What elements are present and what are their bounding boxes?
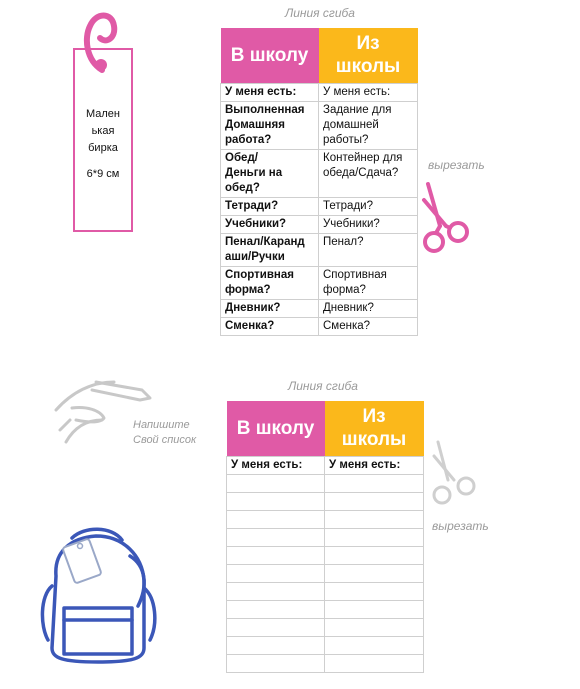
blank-cell[interactable] <box>227 510 325 528</box>
write-note: Напишите Свой список <box>133 419 197 446</box>
blank-cell[interactable] <box>227 618 325 636</box>
table-row: Спортивная форма? Спортивная форма? <box>221 266 418 299</box>
subheader-right: У меня есть: <box>319 83 418 101</box>
scissors-outline-icon <box>426 440 482 510</box>
tag-size: 6*9 см <box>86 168 120 180</box>
header-to-school: В школу <box>227 401 325 456</box>
table-row <box>227 618 424 636</box>
blank-cell[interactable] <box>227 582 325 600</box>
checklist-table <box>220 28 418 336</box>
blank-cell[interactable] <box>325 582 424 600</box>
table-row <box>227 636 424 654</box>
table-row <box>227 582 424 600</box>
blank-list-table <box>226 401 424 673</box>
table-row: Дневник? Дневник? <box>221 299 418 317</box>
blank-cell[interactable] <box>325 600 424 618</box>
header-to-school: В школу <box>221 28 319 83</box>
blank-cell[interactable] <box>227 546 325 564</box>
table-row: Тетради? Тетради? <box>221 197 418 215</box>
blank-cell[interactable] <box>325 510 424 528</box>
table-row: Пенал/Каранд аши/Ручки Пенал? <box>221 233 418 266</box>
blank-cell[interactable] <box>227 492 325 510</box>
blank-cell[interactable] <box>325 492 424 510</box>
table-row: Сменка? Сменка? <box>221 317 418 335</box>
blank-cell[interactable] <box>227 600 325 618</box>
tag-text: Мален ькая бирка <box>85 108 120 154</box>
backpack-icon <box>34 516 162 666</box>
subheader-left: У меня есть: <box>227 456 325 474</box>
fold-line-label-top: Линия сгиба <box>285 6 355 20</box>
table-row <box>227 528 424 546</box>
blank-cell[interactable] <box>325 474 424 492</box>
blank-cell[interactable] <box>325 618 424 636</box>
header-from-school: Из школы <box>325 401 424 456</box>
table-row <box>227 546 424 564</box>
small-tag <box>73 48 133 232</box>
table-row <box>227 654 424 672</box>
blank-cell[interactable] <box>325 654 424 672</box>
table-row: Учебники? Учебники? <box>221 215 418 233</box>
table-row <box>227 492 424 510</box>
fold-line-label-bottom: Линия сгиба <box>288 379 358 393</box>
blank-cell[interactable] <box>325 564 424 582</box>
header-from-school: Из школы <box>319 28 418 83</box>
cut-label-bottom: вырезать <box>432 519 489 533</box>
table-row <box>227 600 424 618</box>
table-row <box>227 474 424 492</box>
blank-cell[interactable] <box>227 636 325 654</box>
cut-label-top: вырезать <box>428 158 485 172</box>
blank-cell[interactable] <box>227 528 325 546</box>
subheader-left: У меня есть: <box>221 83 319 101</box>
blank-cell[interactable] <box>227 474 325 492</box>
subheader-right: У меня есть: <box>325 456 424 474</box>
blank-cell[interactable] <box>227 654 325 672</box>
luggage-tag-icon <box>62 538 101 583</box>
blank-cell[interactable] <box>325 546 424 564</box>
blank-cell[interactable] <box>325 528 424 546</box>
table-row: Выполненная Домашняя работа? Задание для домашней работы? <box>221 101 418 149</box>
table-row: Обед/ Деньги на обед? Контейнер для обеда/Сдача? <box>221 149 418 197</box>
blank-cell[interactable] <box>227 564 325 582</box>
table-row <box>227 564 424 582</box>
scissors-icon <box>418 182 474 258</box>
table-row <box>227 510 424 528</box>
blank-cell[interactable] <box>325 636 424 654</box>
